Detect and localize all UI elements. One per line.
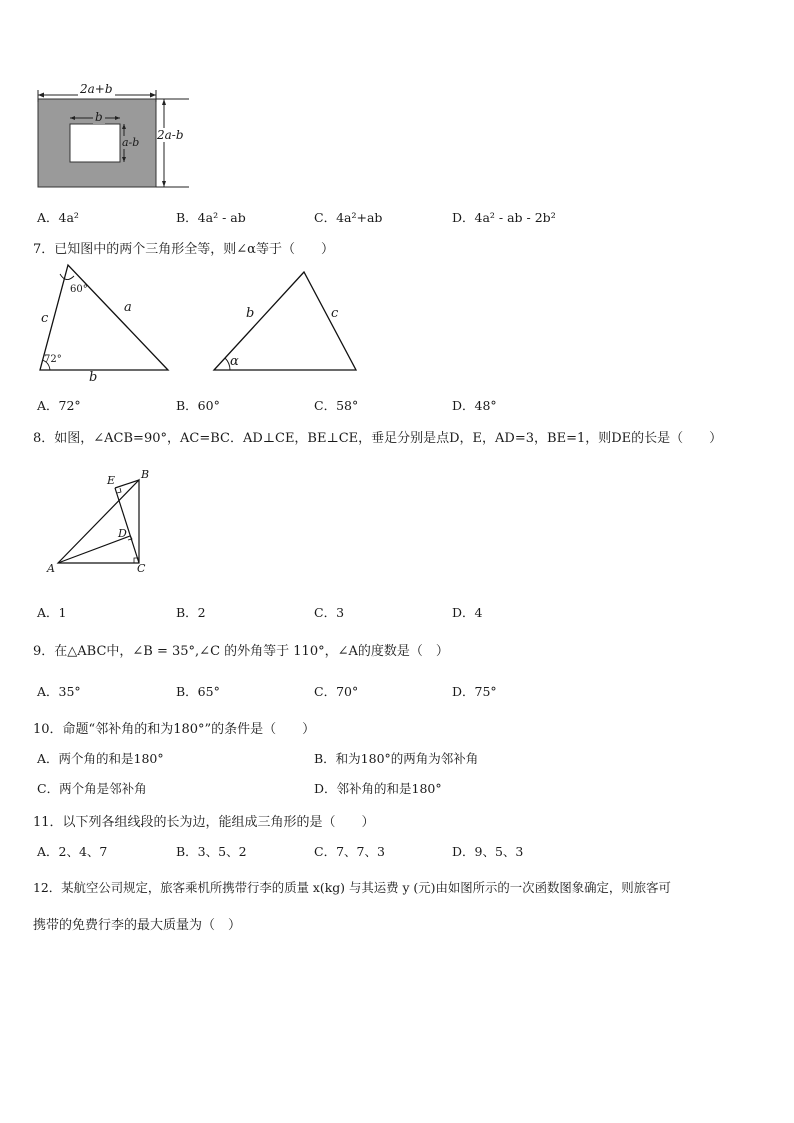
- q8-option-d[interactable]: D．4: [452, 605, 483, 620]
- angle-72: 72°: [44, 354, 62, 365]
- q6-option-c[interactable]: C．4a²+ab: [314, 210, 383, 225]
- figure-q6-rectangles: [34, 84, 194, 192]
- q10-option-a[interactable]: A．两个角的和是180°: [37, 751, 164, 766]
- label-a-minus-b: a-b: [122, 136, 140, 149]
- angle-60: 60°: [70, 284, 88, 295]
- q10-stem: 10．命题“邻补角的和为180°”的条件是（ ）: [33, 722, 316, 737]
- q11-stem: 11．以下列各组线段的长为边，能组成三角形的是（ ）: [33, 815, 375, 830]
- q9-option-b[interactable]: B．65°: [176, 684, 220, 699]
- q12-stem-line2: 携带的免费行李的最大质量为（ ）: [33, 918, 242, 933]
- q11-option-a[interactable]: A．2、4、7: [37, 844, 108, 859]
- q9-option-c[interactable]: C．70°: [314, 684, 359, 699]
- q10-option-c[interactable]: C．两个角是邻补角: [37, 781, 147, 796]
- q7-option-a[interactable]: A．72°: [37, 398, 81, 413]
- label-b: b: [95, 110, 103, 124]
- t2-side-c: c: [331, 306, 339, 321]
- q11-option-b[interactable]: B．3、5、2: [176, 844, 247, 859]
- q9-option-d[interactable]: D．75°: [452, 684, 497, 699]
- point-b: B: [141, 468, 150, 481]
- figure-q8-triangle: [44, 464, 164, 579]
- t2-side-b: b: [246, 306, 255, 321]
- label-2a-minus-b: 2a-b: [157, 128, 184, 142]
- q8-stem: 8．如图，∠ACB=90°，AC=BC．AD⊥CE，BE⊥CE，垂足分别是点D，E，AD=3，BE=1，则DE的长是（ ）: [33, 431, 723, 446]
- q7-stem: 7．已知图中的两个三角形全等，则∠α等于（ ）: [33, 242, 334, 257]
- point-d: D: [118, 527, 127, 540]
- t1-side-c: c: [41, 311, 49, 326]
- q7-option-d[interactable]: D．48°: [452, 398, 497, 413]
- t2-angle-alpha: α: [230, 354, 239, 369]
- q8-option-b[interactable]: B．2: [176, 605, 206, 620]
- point-c: C: [137, 562, 146, 575]
- q8-option-c[interactable]: C．3: [314, 605, 345, 620]
- q10-option-d[interactable]: D．邻补角的和是180°: [314, 781, 442, 796]
- label-2a-plus-b: 2a+b: [80, 82, 113, 96]
- q6-option-b[interactable]: B．4a² - ab: [176, 210, 246, 225]
- q6-option-d[interactable]: D．4a² - ab - 2b²: [452, 210, 556, 225]
- q10-option-b[interactable]: B．和为180°的两角为邻补角: [314, 751, 479, 766]
- q6-option-a[interactable]: A．4a²: [37, 210, 79, 225]
- figure-q7-triangles: [34, 260, 364, 390]
- q11-option-d[interactable]: D．9、5、3: [452, 844, 524, 859]
- t1-side-b: b: [89, 370, 98, 385]
- q7-option-c[interactable]: C．58°: [314, 398, 359, 413]
- q9-stem: 9．在△ABC中，∠B = 35°,∠C 的外角等于 110°，∠A的度数是（ ）: [33, 644, 449, 659]
- q11-option-c[interactable]: C．7、7、3: [314, 844, 385, 859]
- point-a: A: [47, 562, 55, 575]
- t1-side-a: a: [124, 300, 132, 315]
- q7-option-b[interactable]: B．60°: [176, 398, 220, 413]
- q9-option-a[interactable]: A．35°: [37, 684, 81, 699]
- q8-option-a[interactable]: A．1: [37, 605, 67, 620]
- q12-stem-line1: 12．某航空公司规定，旅客乘机所携带行李的质量 x(kg) 与其运费 y (元)由如图所示的一次函数图象确定，则旅客可: [33, 880, 671, 895]
- point-e: E: [107, 474, 116, 487]
